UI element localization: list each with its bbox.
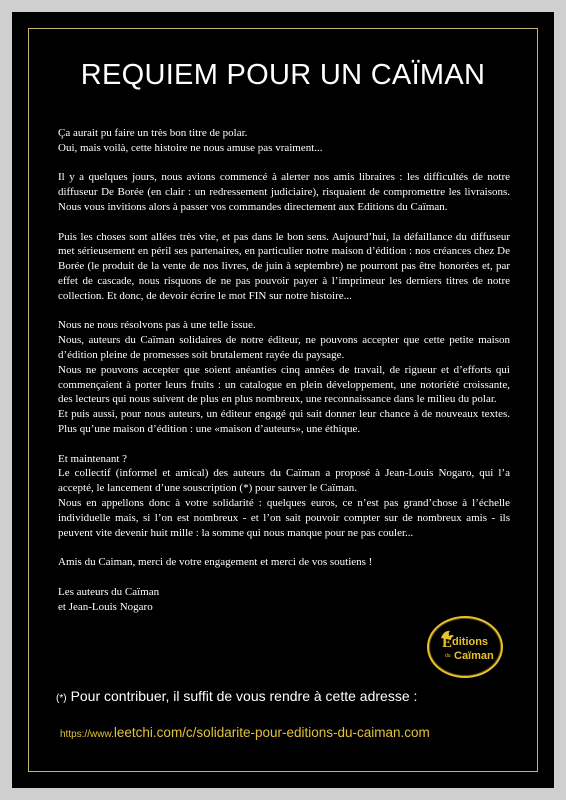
paragraph-line: Nous en appellons donc à votre solidarité : quelques euros, ce n’est pas grand’chose à l’échelle individuelle mais, si l’on est nombreux - et l’on sait pouvoir compter sur de nombreux amis - ils peuvent vite devenir huit mille : la somme qui nous manque pour ne pas couler... (58, 496, 510, 539)
intro-line: Oui, mais voilà, cette histoire ne nous amuse pas vraiment... (58, 141, 323, 154)
paragraph-line: Et puis aussi, pour nous auteurs, un éditeur engagé qui sait donner leur chance à de nouveaux textes. Plus qu’une maison d’édition : une «maison d’auteurs», une éthique. (58, 408, 510, 435)
paragraph-line: Nous ne pouvons accepter que soient anéanties cinq années de travail, de rigueur et d’efforts qui commençaient à porter leurs fruits : un catalogue en plein développement, une notoriété croissante, des lecteurs qui nous suivent de plus en plus nombreux, une reconnaissance dans le milieu du polar. (58, 363, 510, 406)
paragraph-diffuseur: Il y a quelques jours, nous avions commencé à alerter nos amis libraires : les difficultés de notre diffuseur De Borée (en clair : un redressement judiciaire), risquaient de compromettre les livraisons. Nous vous invitions alors à passer vos commandes directement aux Editions du Caïman. (58, 171, 510, 213)
signature-line: Les auteurs du Caïman (58, 585, 160, 598)
signature-line: et Jean-Louis Nogaro (58, 600, 153, 613)
paragraph-defaillance: Puis les choses sont allées très vite, et pas dans le bon sens. Aujourd’hui, la défaillance du diffuseur met sérieusement en péril ses partenaires, en particulier notre maison d’édition : nos créances chez De Borée (le produit de la vente de nos livres, de juin à septembre) ne pourront pas être honorées et, par effet de cascade, nous risquons de ne pas pouvoir payer à l’imprimeur les derniers titres de notre collection. Et donc, de devoir écrire le mot FIN sur notre histoire... (58, 230, 510, 302)
contribute-text: Pour contribuer, il suffit de vous rendre à cette adresse : (70, 688, 418, 704)
paragraph-line: Et maintenant ? (58, 452, 128, 465)
paragraph-line: Le collectif (informel et amical) des auteurs du Caïman a proposé à Jean-Louis Nogaro, qui l’a accepté, le lancement d’une souscription (*) pour sauver le Caïman. (58, 467, 510, 495)
poster (12, 12, 554, 788)
editions-caiman-logo (427, 616, 503, 678)
paragraph-line: Nous ne nous résolvons pas à une telle issue. (58, 319, 256, 332)
closing-line: Amis du Caiman, merci de votre engagement et merci de vos soutiens ! (58, 556, 373, 569)
letter-body (58, 126, 510, 614)
signature (58, 585, 510, 615)
logo-word-caiman: Caïman (454, 650, 494, 662)
url-prefix: https://www. (60, 729, 114, 740)
logo-artwork (429, 618, 501, 676)
donation-link[interactable] (60, 725, 530, 740)
paragraph-solidarite (58, 318, 510, 436)
intro-paragraph (58, 126, 510, 156)
asterisk-mark: (*) (56, 693, 67, 704)
paragraph-souscription (58, 452, 510, 541)
logo-word-du: du (445, 653, 451, 659)
url-main: leetchi.com/c/solidarite-pour-editions-du-caiman.com (113, 725, 430, 740)
page-title: REQUIEM POUR UN CAÏMAN (80, 59, 486, 91)
logo-initial: É (442, 635, 453, 651)
paragraph-line: Nous, auteurs du Caïman solidaires de notre éditeur, ne pouvons accepter que cette petite maison d’édition pleine de promesses soit brutalement rayée du paysage. (58, 334, 510, 361)
contribute-line (56, 688, 516, 704)
logo-word-editions: ditions (452, 636, 489, 648)
intro-line: Ça aurait pu faire un très bon titre de polar. (58, 127, 248, 139)
